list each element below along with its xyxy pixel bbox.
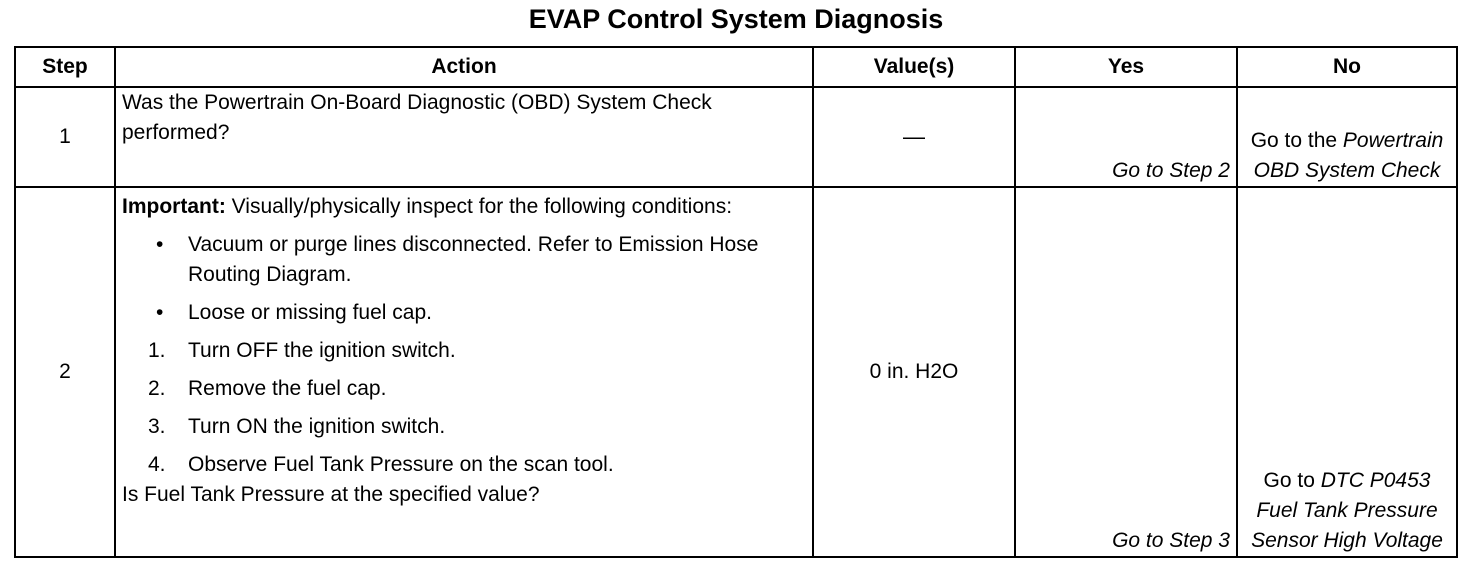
bullet-text: Loose or missing fuel cap. bbox=[188, 301, 432, 324]
step-item-text: Remove the fuel cap. bbox=[188, 377, 387, 400]
step-item-text: Observe Fuel Tank Pressure on the scan tool. bbox=[188, 453, 614, 476]
list-item bbox=[148, 374, 806, 404]
header-action: Action bbox=[115, 47, 813, 87]
bullet-icon: • bbox=[156, 301, 164, 324]
step-item-number: 2. bbox=[148, 377, 166, 400]
bullet-icon: • bbox=[156, 233, 164, 256]
table-row bbox=[15, 187, 1457, 557]
list-item bbox=[148, 412, 806, 442]
table-row bbox=[15, 87, 1457, 187]
list-item bbox=[148, 336, 806, 366]
header-step: Step bbox=[15, 47, 115, 87]
list-item bbox=[156, 230, 806, 290]
page-title: EVAP Control System Diagnosis bbox=[528, 4, 944, 34]
header-yes: Yes bbox=[1015, 47, 1237, 87]
step-item-number: 3. bbox=[148, 415, 166, 438]
important-text: Visually/physically inspect for the following conditions: bbox=[231, 195, 733, 218]
no-cell bbox=[1237, 187, 1457, 557]
header-no: No bbox=[1237, 47, 1457, 87]
list-item bbox=[148, 450, 806, 480]
header-value: Value(s) bbox=[813, 47, 1015, 87]
no-link-text: Powertrain OBD System Check bbox=[1253, 129, 1444, 182]
list-item bbox=[156, 298, 806, 328]
action-text: Was the Powertrain On-Board Diagnostic (OBD) System Check performed? bbox=[115, 87, 813, 187]
no-cell bbox=[1237, 87, 1457, 187]
action-cell bbox=[115, 187, 813, 557]
yes-cell: Go to Step 2 bbox=[1015, 87, 1237, 187]
step-number: 2 bbox=[15, 187, 115, 557]
bullet-text: Vacuum or purge lines disconnected. Refer to Emission Hose Routing Diagram. bbox=[188, 233, 759, 286]
step-number: 1 bbox=[15, 87, 115, 187]
table-header-row bbox=[15, 47, 1457, 87]
question-text: Is Fuel Tank Pressure at the specified value? bbox=[122, 483, 540, 506]
value-cell: — bbox=[813, 87, 1015, 187]
diagnosis-table bbox=[14, 46, 1458, 558]
no-link-text: DTC P0453 Fuel Tank Pressure Sensor High Voltage bbox=[1251, 469, 1443, 552]
step-item-text: Turn ON the ignition switch. bbox=[188, 415, 446, 438]
step-item-number: 1. bbox=[148, 339, 166, 362]
no-prefix: Go to the bbox=[1250, 129, 1338, 152]
value-cell: 0 in. H2O bbox=[813, 187, 1015, 557]
step-item-number: 4. bbox=[148, 453, 166, 476]
yes-cell: Go to Step 3 bbox=[1015, 187, 1237, 557]
important-note bbox=[122, 192, 806, 222]
important-label: Important: bbox=[122, 195, 226, 218]
step-item-text: Turn OFF the ignition switch. bbox=[188, 339, 456, 362]
no-prefix: Go to bbox=[1263, 469, 1315, 492]
